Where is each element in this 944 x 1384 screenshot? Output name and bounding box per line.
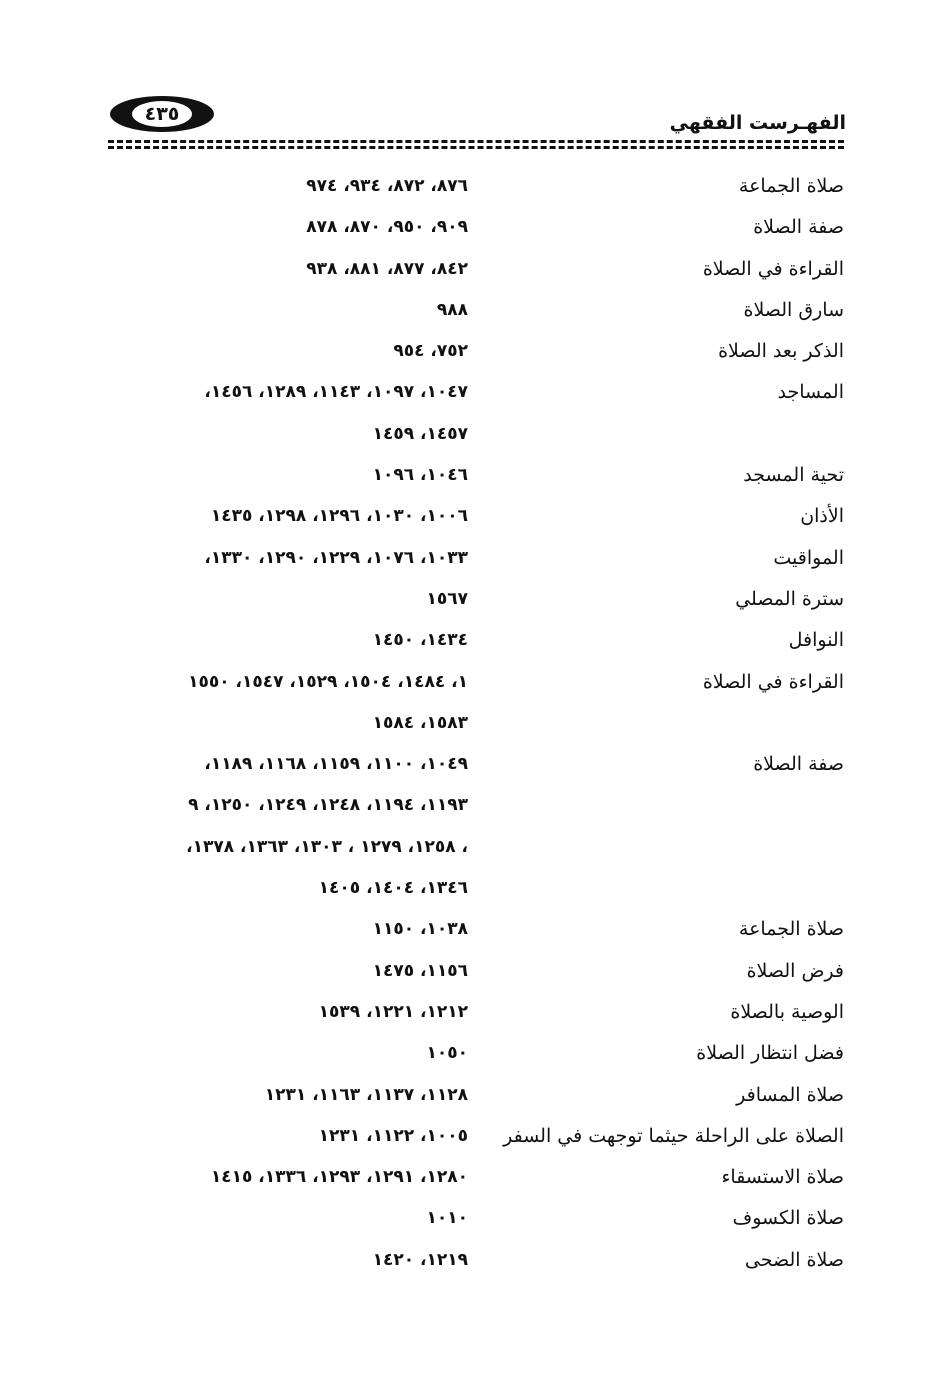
page-reference-line: ١٥٦٧ [426,588,468,609]
page-reference-line: ١٤٣٤، ١٤٥٠ [372,630,468,651]
page-reference-line: ١٢٨٠، ١٢٩١، ١٢٩٣، ١٣٣٦، ١٤١٥ [210,1167,468,1188]
entry-term: صلاة الاستسقاء [721,1166,844,1189]
index-entry [100,290,844,331]
index-entry [100,538,844,579]
index-entry [100,1116,844,1157]
index-entry [100,1033,844,1074]
index-entry [100,744,844,909]
index-entry [100,579,844,620]
page-reference-line: ١، ١٤٨٤، ١٥٠٤، ١٥٢٩، ١٥٤٧، ١٥٥٠ [188,671,468,692]
entry-term: فرض الصلاة [746,959,844,982]
entry-page-references [100,372,468,455]
entry-term: الأذان [800,505,844,528]
running-title: الفهـرست الفقهي [669,112,846,134]
entry-page-references [100,331,468,372]
index-entry [100,249,844,290]
header-rule-bottom [108,146,844,149]
index-entry [100,1075,844,1116]
page-reference-line: ٨٤٢، ٨٧٧، ٨٨١، ٩٣٨ [306,258,468,279]
index-entry [100,455,844,496]
page-reference-line: ٧٥٢، ٩٥٤ [393,341,468,362]
entry-term: المساجد [777,381,844,404]
page-reference-line: ١٢١٢، ١٢٢١، ١٥٣٩ [318,1001,468,1022]
entry-page-references [100,579,468,620]
index-entry [100,331,844,372]
page-reference-line: ١٠٠٥، ١١٢٢، ١٢٣١ [318,1125,468,1146]
index-entry [100,662,844,745]
entry-term: صلاة الجماعة [738,918,844,941]
page-number-badge [110,96,214,132]
page-reference-line: ١١٩٣، ١١٩٤، ١٢٤٨، ١٢٤٩، ١٢٥٠، ٩ [188,795,468,816]
entry-page-references [100,951,468,992]
index-entry [100,372,844,455]
entry-term: الوصية بالصلاة [730,1000,844,1023]
page-reference-line: ١٠١٠ [426,1208,468,1229]
index-entry [100,1157,844,1198]
page-reference-line: ١٠٥٠ [426,1043,468,1064]
entry-page-references [100,1157,468,1198]
entry-page-references [100,249,468,290]
entry-page-references [100,992,468,1033]
page-number: ٤٣٥ [132,101,192,127]
entry-term: صلاة المسافر [736,1083,844,1106]
entry-page-references [100,1116,468,1157]
header-rule-top [108,140,844,143]
index-entries [100,166,844,1281]
page-reference-line: ١٠٤٦، ١٠٩٦ [372,465,468,486]
page-header [108,94,846,154]
index-entry [100,992,844,1033]
entry-page-references [100,290,468,331]
page-reference-line: ، ١٢٥٨، ١٢٧٩ ، ١٣٠٣، ١٣٦٣، ١٣٧٨، [186,836,468,857]
page-reference-line: ١٠٣٨، ١١٥٠ [372,919,468,940]
index-entry [100,1198,844,1239]
entry-page-references [100,662,468,745]
entry-term: القراءة في الصلاة [702,257,844,280]
page-reference-line: ١١٥٦، ١٤٧٥ [372,960,468,981]
page-reference-line: ٨٧٦، ٨٧٢، ٩٣٤، ٩٧٤ [306,176,468,196]
page-reference-line: ١٢١٩، ١٤٢٠ [372,1249,468,1270]
page-reference-line: ١٤٥٧، ١٤٥٩ [372,423,468,444]
entry-term: صفة الصلاة [753,216,844,239]
page-reference-line: ١٠٤٧، ١٠٩٧، ١١٤٣، ١٢٨٩، ١٤٥٦، [204,382,468,403]
entry-term: صلاة الكسوف [732,1207,844,1230]
entry-page-references [100,620,468,661]
entry-page-references [100,1075,468,1116]
index-entry [100,496,844,537]
entry-page-references [100,166,468,207]
entry-page-references [100,1240,468,1281]
page-reference-line: ٩٠٩، ٩٥٠، ٨٧٠، ٨٧٨ [306,217,468,238]
entry-page-references [100,455,468,496]
entry-term: تحية المسجد [743,464,844,487]
entry-page-references [100,909,468,950]
entry-page-references [100,744,468,909]
page-reference-line: ١١٢٨، ١١٣٧، ١١٦٣، ١٢٣١ [264,1084,468,1105]
index-entry [100,1240,844,1281]
entry-page-references [100,538,468,579]
page-reference-line: ١٥٨٣، ١٥٨٤ [372,712,468,733]
entry-term: الصلاة على الراحلة حيثما توجهت في السفر [503,1124,844,1147]
entry-term: القراءة في الصلاة [702,670,844,693]
page-reference-line: ١٠٣٣، ١٠٧٦، ١٢٢٩، ١٢٩٠، ١٣٣٠، [204,547,468,568]
page-reference-line: ١٣٤٦، ١٤٠٤، ١٤٠٥ [318,878,468,899]
entry-term: صفة الصلاة [753,753,844,776]
entry-term: النوافل [788,629,844,652]
entry-page-references [100,496,468,537]
entry-term: الذكر بعد الصلاة [718,340,844,363]
entry-term: سترة المصلي [735,587,844,610]
entry-term: صلاة الجماعة [738,175,844,197]
page-reference-line: ١٠٤٩، ١١٠٠، ١١٥٩، ١١٦٨، ١١٨٩، [204,754,468,775]
index-entry [100,620,844,661]
index-entry [100,909,844,950]
index-entry [100,207,844,248]
entry-page-references [100,1198,468,1239]
page-reference-line: ١٠٠٦، ١٠٣٠، ١٢٩٦، ١٢٩٨، ١٤٣٥ [210,506,468,527]
entry-page-references [100,207,468,248]
index-entry [100,166,844,207]
entry-term: المواقيت [773,546,844,569]
page-reference-line: ٩٨٨ [436,299,468,320]
entry-term: فضل انتظار الصلاة [696,1042,844,1065]
entry-term: صلاة الضحى [744,1248,844,1271]
entry-page-references [100,1033,468,1074]
index-entry [100,951,844,992]
entry-term: سارق الصلاة [743,298,844,321]
